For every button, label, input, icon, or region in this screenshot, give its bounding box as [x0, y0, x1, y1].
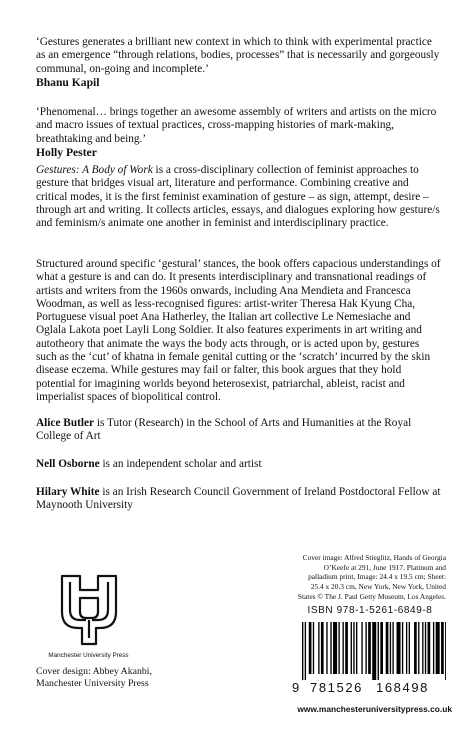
barcode-bar: [330, 622, 331, 674]
description-paragraph-1: [36, 164, 442, 230]
barcode-bar: [305, 622, 306, 680]
barcode-bar: [380, 622, 383, 674]
editor-bio: is Tutor (Research) in the School of Arts and Humanities at the Royal College of Art: [36, 417, 412, 443]
endorsement-text: ‘Gestures generates a brilliant new context in which to think with experimental practice as an emergence “through relations, bodies, processes” that is necessarily and gorgeously communal, on-going and incomplete.’: [36, 36, 440, 75]
barcode-bar: [338, 622, 339, 674]
editor-name: Hilary White: [36, 486, 100, 498]
barcode-bar: [351, 622, 352, 674]
barcode: [292, 622, 446, 680]
barcode-bar: [433, 622, 434, 674]
barcode-digits: [292, 680, 446, 696]
endorsement-text: ‘Phenomenal… brings together an awesome assembly of writers and artists on the micro and macro issues of textual practices, cross-mapping histories of mark-making, breathtaking and being.’: [36, 106, 437, 145]
editor-bio-1: [36, 417, 442, 444]
barcode-bar: [313, 622, 314, 674]
barcode-bar: [378, 622, 379, 680]
barcode-lead-digit: 9: [292, 680, 300, 695]
barcode-bar: [309, 622, 312, 674]
barcode-bar: [386, 622, 389, 674]
barcode-bar: [425, 622, 426, 674]
barcode-bar: [345, 622, 348, 674]
barcode-bar: [397, 622, 401, 674]
cover-design-credit: Cover design: Abbey Akanbi, Manchester University Press: [36, 666, 152, 689]
editor-bio-2: [36, 458, 442, 471]
barcode-bar: [422, 622, 423, 674]
endorsement-author: Bhanu Kapil: [36, 75, 100, 89]
barcode-bar: [365, 622, 366, 674]
barcode-bar: [414, 622, 417, 674]
barcode-group-2: 168498: [376, 680, 429, 695]
barcode-bar: [436, 622, 440, 674]
barcode-icon: [292, 622, 446, 680]
isbn-label: ISBN 978-1-5261-6849-8: [307, 605, 433, 616]
barcode-bar: [318, 622, 319, 674]
editor-bio: is an independent scholar and artist: [99, 458, 262, 470]
barcode-bar: [445, 622, 446, 680]
barcode-bar: [402, 622, 403, 674]
mup-logo-icon: [56, 572, 122, 648]
barcode-bar: [428, 622, 431, 674]
barcode-bar: [441, 622, 444, 674]
barcode-bar: [418, 622, 419, 674]
barcode-bar: [372, 622, 376, 680]
publisher-website: www.manchesteruniversitypress.co.uk: [297, 704, 452, 714]
description-text: [36, 164, 442, 230]
editor-bio-3: [36, 486, 442, 513]
description-text: Structured around specific ‘gestural’ stances, the book offers capacious understandings of what a gesture is and can do. It presents interdisciplinary and transnational readings of artists and writers from the 1960s onwards, including Ana Mendieta and Francesca Woodman, as well as less-recognised figures: artist-writer Theresa Hak Kyung Cha, Portuguese visual poet Ana Hatherley, the Italian art collective Le Nemesiache and Oglala Lakota poet Layli Long Soldier. It also features experiments in art writing and autotheory that animate the ways the body acts through, or is acted upon by, gestures such as the ‘cut’ of khatna in female genital cutting or the ‘scratch’ incurred by the skin disease eczema. While gestures may fail or falter, this book argues that they hold potential for imagining worlds beyond heterosexist, patriarchal, ableist, racist and imperialist spaces of biopolitical control.: [36, 258, 441, 403]
description-paragraph-2: [36, 258, 442, 404]
barcode-bar: [361, 622, 362, 674]
barcode-bar: [302, 622, 303, 680]
cover-image-credit: Cover image: Alfred Stieglitz, Hands of Georgia O’Keefe at 291, June 1917. Platinum and palladium print, Image: 24.4 x 19.5 cm; Sheet: 25.4 x 20.3 cm, New York, New York, United States © The J. Paul Getty Museum, Los Angeles.: [297, 553, 446, 601]
barcode-bar: [321, 622, 324, 674]
barcode-bar: [356, 622, 357, 674]
barcode-bar: [333, 622, 337, 674]
book-title: Gestures: A Body of Work: [36, 164, 153, 176]
barcode-bar: [390, 622, 391, 674]
barcode-bar: [353, 622, 354, 674]
barcode-group-1: 781526: [310, 680, 363, 695]
publisher-name: Manchester University Press: [48, 652, 129, 659]
endorsement-2: [36, 106, 442, 160]
editor-name: Nell Osborne: [36, 458, 100, 470]
barcode-bar: [343, 622, 344, 674]
editor-name: Alice Butler: [36, 417, 95, 429]
barcode-bar: [392, 622, 393, 674]
description-rest: is a cross-disciplinary collection of feminist approaches to gesture that bridges visual art, literature and performance. Combining creative and critical modes, it is the first feminist examination of gesture – as sign, attempt, desire – through art and writing. It collects articles, essays, and dialogues exploring how gesture/s and feminism/s animate one another in feminist and interdisciplinary practice.: [36, 164, 440, 230]
endorsement-1: [36, 36, 442, 90]
barcode-bar: [368, 622, 371, 674]
barcode-bar: [409, 622, 410, 674]
editor-bio: is an Irish Research Council Government of Ireland Postdoctoral Fellow at Maynooth University: [36, 486, 441, 512]
barcode-bar: [406, 622, 407, 674]
barcode-bar: [326, 622, 327, 674]
endorsement-author: Holly Pester: [36, 145, 97, 159]
